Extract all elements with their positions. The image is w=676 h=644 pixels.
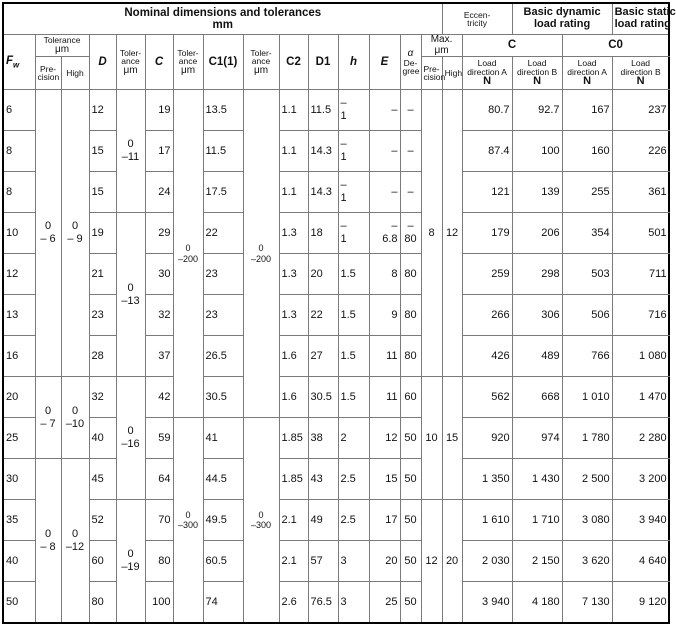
d1-value: 11.5 — [308, 90, 338, 131]
stat-direction-b: 3 200 — [612, 459, 669, 500]
c-tolerance: 0 –300 — [173, 418, 203, 624]
alpha-value: 50 — [400, 418, 421, 459]
header-row-2 — [3, 35, 669, 57]
table-row — [3, 254, 669, 295]
h-value: 1.5 — [338, 336, 369, 377]
header-row-1 — [3, 3, 669, 35]
c1-value: 44.5 — [203, 459, 243, 500]
table-row — [3, 459, 669, 500]
stat-direction-a: 3 620 — [562, 541, 612, 582]
table-row — [3, 172, 669, 213]
dyn-direction-b: 139 — [512, 172, 562, 213]
c2-value: 1.1 — [279, 172, 308, 213]
stat-direction-b: 1 080 — [612, 336, 669, 377]
e-value: 11 — [369, 377, 400, 418]
h-value: – 1 — [338, 172, 369, 213]
dyn-direction-a: 121 — [462, 172, 512, 213]
c1-value: 23 — [203, 295, 243, 336]
c-value: 17 — [145, 131, 173, 172]
alpha-value: – — [400, 131, 421, 172]
ecc-max-header: Max. μm — [421, 35, 462, 57]
e-value: 17 — [369, 500, 400, 541]
e-value: 11 — [369, 336, 400, 377]
ecc-precision-header: Pre- cision — [421, 57, 442, 90]
fw-value: 20 — [3, 377, 35, 418]
c-value: 80 — [145, 541, 173, 582]
fw-value: 25 — [3, 418, 35, 459]
stat-direction-a: 160 — [562, 131, 612, 172]
dyn-direction-a: 562 — [462, 377, 512, 418]
c1-value: 30.5 — [203, 377, 243, 418]
c1-value: 60.5 — [203, 541, 243, 582]
alpha-value: – — [400, 172, 421, 213]
c1-value: 22 — [203, 213, 243, 254]
c1-value: 13.5 — [203, 90, 243, 131]
fw-value: 10 — [3, 213, 35, 254]
c1-tolerance-header: Toler- ance μm — [243, 35, 279, 90]
stat-direction-a: 7 130 — [562, 582, 612, 624]
precision-header: Pre- cision — [35, 57, 61, 90]
c1-value: 26.5 — [203, 336, 243, 377]
c2-value: 1.85 — [279, 459, 308, 500]
c-tolerance-header: Toler- ance μm — [173, 35, 203, 90]
d1-value: 49 — [308, 500, 338, 541]
c2-value: 1.3 — [279, 213, 308, 254]
d1-value: 76.5 — [308, 582, 338, 624]
fw-value: 12 — [3, 254, 35, 295]
table-row — [3, 541, 669, 582]
c2-value: 1.6 — [279, 377, 308, 418]
stat-direction-b: 501 — [612, 213, 669, 254]
d1-value: 57 — [308, 541, 338, 582]
c2-value: 2.1 — [279, 500, 308, 541]
c1-value: 17.5 — [203, 172, 243, 213]
c1-tolerance: 0 –200 — [243, 90, 279, 418]
alpha-value: 80 — [400, 254, 421, 295]
basic-static-header: Basic static load rating — [612, 3, 669, 35]
alpha-value: 60 — [400, 377, 421, 418]
h-value: – 1 — [338, 213, 369, 254]
stat-direction-a: 503 — [562, 254, 612, 295]
d1-value: 27 — [308, 336, 338, 377]
e-value: 15 — [369, 459, 400, 500]
c-value: 19 — [145, 90, 173, 131]
e-value: – — [369, 90, 400, 131]
fw-high-tolerance: 0 –10 — [61, 377, 89, 459]
stat-direction-a: 167 — [562, 90, 612, 131]
dyn-direction-a: 179 — [462, 213, 512, 254]
c1-value: 49.5 — [203, 500, 243, 541]
fw-value: 40 — [3, 541, 35, 582]
dyn-direction-a: 1 350 — [462, 459, 512, 500]
d-value: 23 — [89, 295, 116, 336]
d1-value: 14.3 — [308, 172, 338, 213]
dyn-direction-b: 298 — [512, 254, 562, 295]
c1-value: 23 — [203, 254, 243, 295]
e-value: 9 — [369, 295, 400, 336]
e-value: 12 — [369, 418, 400, 459]
spec-table-container — [2, 2, 676, 638]
stat-direction-a: 255 — [562, 172, 612, 213]
h-column-header: h — [338, 35, 369, 90]
fw-precision-tolerance: 0 – 6 — [35, 90, 61, 377]
c-value: 59 — [145, 418, 173, 459]
c1-value: 11.5 — [203, 131, 243, 172]
d1-value: 43 — [308, 459, 338, 500]
fw-high-tolerance: 0 –12 — [61, 459, 89, 624]
d-value: 21 — [89, 254, 116, 295]
d1-value: 38 — [308, 418, 338, 459]
eccentricity-header: Eccen- tricity — [442, 3, 512, 35]
alpha-value: 80 — [400, 295, 421, 336]
d-value: 60 — [89, 541, 116, 582]
dyn-symbol: C — [462, 35, 562, 57]
d1-value: 18 — [308, 213, 338, 254]
c2-column-header: C2 — [279, 35, 308, 90]
h-value: – 1 — [338, 90, 369, 131]
dyn-direction-a: 2 030 — [462, 541, 512, 582]
d-tolerance: 0 –16 — [116, 377, 145, 500]
stat-symbol: C0 — [562, 35, 669, 57]
stat-direction-a: 1 010 — [562, 377, 612, 418]
c2-value: 1.1 — [279, 131, 308, 172]
e-value: – — [369, 131, 400, 172]
c-value: 70 — [145, 500, 173, 541]
e-column-header: E — [369, 35, 400, 90]
c2-value: 1.3 — [279, 295, 308, 336]
dyn-direction-b: 489 — [512, 336, 562, 377]
stat-direction-b: 361 — [612, 172, 669, 213]
ecc-high: 20 — [442, 500, 462, 624]
dyn-direction-b: 306 — [512, 295, 562, 336]
c-value: 42 — [145, 377, 173, 418]
dyn-direction-b-header: Load direction B N — [512, 57, 562, 90]
e-value: – 6.8 — [369, 213, 400, 254]
e-value: 8 — [369, 254, 400, 295]
fw-value: 50 — [3, 582, 35, 624]
stat-direction-a: 354 — [562, 213, 612, 254]
fw-tolerance-header: Tolerance μm — [35, 35, 89, 57]
table-row — [3, 90, 669, 131]
dyn-direction-b: 1 710 — [512, 500, 562, 541]
stat-direction-b-header: Load direction B N — [612, 57, 669, 90]
table-row — [3, 213, 669, 254]
ecc-precision: 10 — [421, 377, 442, 500]
d-value: 52 — [89, 500, 116, 541]
dyn-direction-a: 80.7 — [462, 90, 512, 131]
stat-direction-a-header: Load direction A N — [562, 57, 612, 90]
c1-column-header: C1(1) — [203, 35, 243, 90]
d-value: 15 — [89, 172, 116, 213]
e-value: 25 — [369, 582, 400, 624]
fw-column-header: $F_w$ — [3, 35, 35, 90]
dyn-direction-a: 1 610 — [462, 500, 512, 541]
fw-value: 8 — [3, 172, 35, 213]
c-value: 37 — [145, 336, 173, 377]
dyn-direction-b: 100 — [512, 131, 562, 172]
d-tolerance: 0 –11 — [116, 90, 145, 213]
d1-value: 22 — [308, 295, 338, 336]
fw-value: 16 — [3, 336, 35, 377]
alpha-value: 50 — [400, 541, 421, 582]
fw-value: 8 — [3, 131, 35, 172]
c-value: 32 — [145, 295, 173, 336]
c2-value: 1.6 — [279, 336, 308, 377]
dyn-direction-a-header: Load direction A N — [462, 57, 512, 90]
ecc-high: 12 — [442, 90, 462, 377]
c2-value: 1.1 — [279, 90, 308, 131]
stat-direction-a: 506 — [562, 295, 612, 336]
stat-direction-b: 716 — [612, 295, 669, 336]
high-header: High — [61, 57, 89, 90]
nominal-dimensions-header: Nominal dimensions and tolerances mm — [3, 3, 442, 35]
c-column-header: C — [145, 35, 173, 90]
c2-value: 1.3 — [279, 254, 308, 295]
stat-direction-b: 226 — [612, 131, 669, 172]
dyn-direction-b: 92.7 — [512, 90, 562, 131]
fw-value: 6 — [3, 90, 35, 131]
d-value: 28 — [89, 336, 116, 377]
c1-tolerance: 0 –300 — [243, 418, 279, 624]
ecc-precision: 12 — [421, 500, 442, 624]
dyn-direction-b: 974 — [512, 418, 562, 459]
e-value: 20 — [369, 541, 400, 582]
c-tolerance: 0 –200 — [173, 90, 203, 418]
h-value: 1.5 — [338, 254, 369, 295]
d-tolerance: 0 –19 — [116, 500, 145, 624]
stat-direction-b: 9 120 — [612, 582, 669, 624]
ecc-high-header: High — [442, 57, 462, 90]
h-value: 2 — [338, 418, 369, 459]
stat-direction-b: 1 470 — [612, 377, 669, 418]
c2-value: 1.85 — [279, 418, 308, 459]
d-value: 40 — [89, 418, 116, 459]
d-value: 80 — [89, 582, 116, 624]
d1-value: 14.3 — [308, 131, 338, 172]
d1-value: 20 — [308, 254, 338, 295]
dyn-direction-a: 920 — [462, 418, 512, 459]
dyn-direction-b: 4 180 — [512, 582, 562, 624]
h-value: 2.5 — [338, 500, 369, 541]
d-tolerance-header: Toler- ance μm — [116, 35, 145, 90]
fw-value: 30 — [3, 459, 35, 500]
alpha-value: – 80 — [400, 213, 421, 254]
alpha-value: 50 — [400, 459, 421, 500]
c-value: 30 — [145, 254, 173, 295]
d-value: 19 — [89, 213, 116, 254]
h-value: 1.5 — [338, 295, 369, 336]
dyn-direction-a: 87.4 — [462, 131, 512, 172]
stat-direction-b: 237 — [612, 90, 669, 131]
d-value: 45 — [89, 459, 116, 500]
c2-value: 2.1 — [279, 541, 308, 582]
alpha-value: 80 — [400, 336, 421, 377]
table-row — [3, 418, 669, 459]
fw-high-tolerance: 0 – 9 — [61, 90, 89, 377]
fw-precision-tolerance: 0 – 8 — [35, 459, 61, 624]
dyn-direction-a: 266 — [462, 295, 512, 336]
alpha-column-header: α De- gree — [400, 35, 421, 90]
c1-value: 41 — [203, 418, 243, 459]
h-value: 1.5 — [338, 377, 369, 418]
c-value: 100 — [145, 582, 173, 624]
fw-precision-tolerance: 0 – 7 — [35, 377, 61, 459]
dyn-direction-a: 259 — [462, 254, 512, 295]
basic-dynamic-header: Basic dynamic load rating — [512, 3, 612, 35]
table-row — [3, 582, 669, 624]
stat-direction-b: 3 940 — [612, 500, 669, 541]
ecc-high: 15 — [442, 377, 462, 500]
table-row — [3, 377, 669, 418]
c-value: 64 — [145, 459, 173, 500]
dyn-direction-a: 426 — [462, 336, 512, 377]
d-column-header: D — [89, 35, 116, 90]
stat-direction-a: 2 500 — [562, 459, 612, 500]
d-value: 12 — [89, 90, 116, 131]
h-value: 2.5 — [338, 459, 369, 500]
c2-value: 2.6 — [279, 582, 308, 624]
dyn-direction-b: 1 430 — [512, 459, 562, 500]
c-value: 24 — [145, 172, 173, 213]
d1-value: 30.5 — [308, 377, 338, 418]
stat-direction-a: 1 780 — [562, 418, 612, 459]
fw-value: 35 — [3, 500, 35, 541]
stat-direction-a: 766 — [562, 336, 612, 377]
d-value: 15 — [89, 131, 116, 172]
stat-direction-a: 3 080 — [562, 500, 612, 541]
table-body — [3, 90, 669, 624]
e-value: – — [369, 172, 400, 213]
alpha-value: – — [400, 90, 421, 131]
table-row — [3, 295, 669, 336]
c1-value: 74 — [203, 582, 243, 624]
dyn-direction-b: 2 150 — [512, 541, 562, 582]
h-value: 3 — [338, 541, 369, 582]
dyn-direction-b: 206 — [512, 213, 562, 254]
dimension-load-rating-table — [2, 2, 676, 624]
dyn-direction-b: 668 — [512, 377, 562, 418]
fw-value: 13 — [3, 295, 35, 336]
h-value: 3 — [338, 582, 369, 624]
stat-direction-b: 711 — [612, 254, 669, 295]
h-value: – 1 — [338, 131, 369, 172]
ecc-precision: 8 — [421, 90, 442, 377]
c-value: 29 — [145, 213, 173, 254]
table-row — [3, 131, 669, 172]
d1-column-header: D1 — [308, 35, 338, 90]
table-row — [3, 336, 669, 377]
d-tolerance: 0 –13 — [116, 213, 145, 377]
dyn-direction-a: 3 940 — [462, 582, 512, 624]
d-value: 32 — [89, 377, 116, 418]
table-row — [3, 500, 669, 541]
stat-direction-b: 4 640 — [612, 541, 669, 582]
alpha-value: 50 — [400, 500, 421, 541]
stat-direction-b: 2 280 — [612, 418, 669, 459]
alpha-value: 50 — [400, 582, 421, 624]
